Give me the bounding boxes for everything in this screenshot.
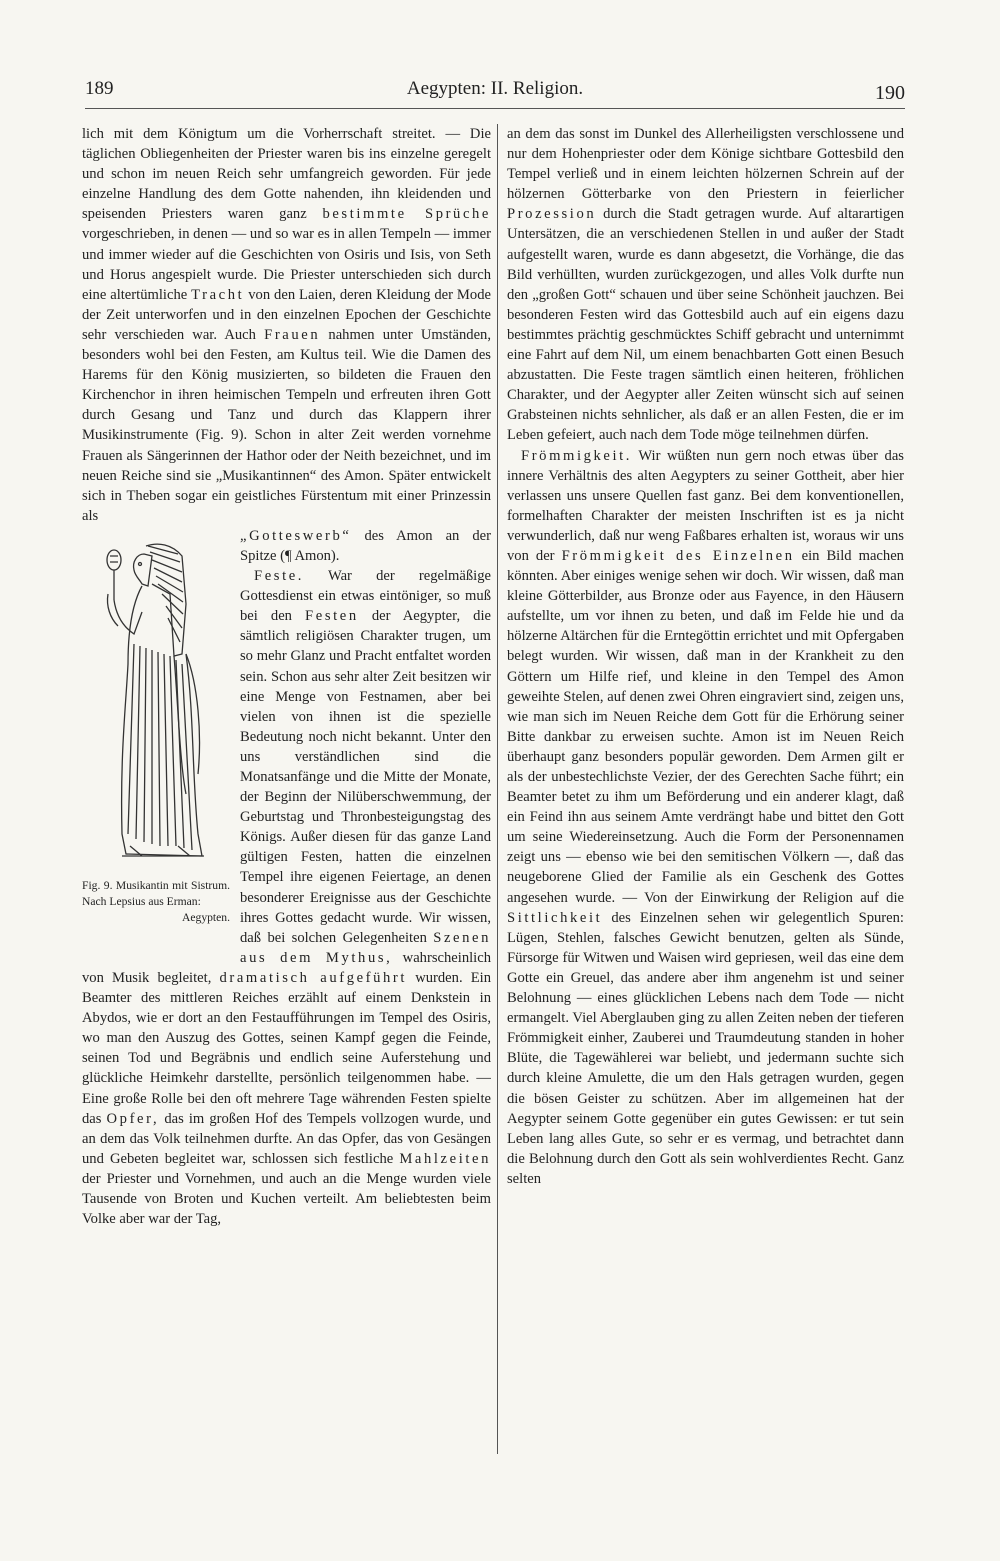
caption-text: Fig. 9. Musikantin mit Sistrum. Nach Lepsius aus Erman:	[82, 878, 230, 908]
page-number-left: 189	[85, 78, 114, 99]
spaced-emphasis: Szenen aus dem Mythus,	[240, 929, 491, 966]
running-title: Aegypten: II. Religion.	[406, 78, 584, 99]
header-rule	[85, 108, 905, 109]
spaced-emphasis: Mahlzeiten	[399, 1150, 491, 1167]
spaced-emphasis: Sittlichkeit	[507, 909, 603, 926]
spaced-emphasis: „Gotteswerb“	[240, 527, 352, 544]
musician-with-sistrum-illustration	[82, 534, 230, 872]
figure-caption	[82, 878, 230, 926]
text-run: wahrscheinlich von Musik begleitet,	[82, 949, 491, 986]
caption-source: Aegypten.	[182, 910, 230, 924]
text-run: das im großen Hof des Tempels vollzogen wurde, und an dem das Volk teilnehmen durfte. An das Opfer, das von Gesängen und Gebeten begleitet war, schlossen sich festliche	[82, 1110, 491, 1167]
text-run: des Amon an der Spitze (¶ Amon).	[240, 527, 491, 564]
text-run: War der regelmäßige Gottesdienst ein etwas eintöniger, so muß bei den	[240, 568, 491, 625]
spaced-emphasis: Tracht	[191, 286, 245, 303]
text-run: Wir wüßten nun gern noch etwas über das innere Verhältnis des alten Aegypters zu seiner Gottheit, aber hier verlassen uns unsere Quellen fast ganz. Bei dem konventionellen, formelhaften Charakter der meisten Inschriften ist es ja nicht verwunderlich, daß nur weng Faßbares erhalten ist, woraus wir uns von der	[507, 447, 904, 564]
text-run: wurden. Ein Beamter des mittleren Reiches erzählt auf einem Denkstein in Abydos, wie er dort an den Festaufführungen im Tempel des Osiris, wo man den Auszug des Gottes, seinen Kampf gegen die Feinde, seinen Tod und Begräbnis und endlich seine Auferstehung und glückliche Heimkehr darstellte, persönlich teilgenommen habe. — Eine große Rolle bei den oft mehrere Tage währenden Festen spielte das	[82, 969, 491, 1127]
text-run: durch die Stadt getragen wurde. Auf altarartigen Untersätzen, die an verschiedenen Stellen in und außer der Stadt aufgestellt waren, wurde es dann abgesetzt, die Vorhänge, die das Bild verhüllten, wurden zurückgezogen, und alles Volk durfte nun den „großen Gott“ schauen und über seine Schönheit jauchzen. Bei besonderen Festen wird das Gottesbild auch auf ein eigens dazu bestimmtes prächtig geschmücktes Schiff gebracht und unternimmt eine Fahrt auf dem Nil, um einem benachbarten Gott einen Besuch abzustatten. Die Feste tragen sämtlich einen heiteren, fröhlichen Charakter, und der Aegypter aller Zeiten wünscht sich auf seinen Grabsteinen nichts sehnlicher, als daß er an allen Festen, die er im Leben gefeiert, auch nach dem Tode möge teilnehmen dürfen.	[507, 206, 904, 444]
text-run: der Aegypter, die sämtlich religiösen Charakter trugen, um so mehr Glanz und Pracht entfaltet worden sein. Schon aus sehr alter Zeit besitzen wir eine Menge von Festnamen, aber bei vielen von ihnen ist die spezielle Bedeutung noch nicht bekannt. Unter den uns verständlichen sind die Monatsanfänge und die Mitte der Monate, der Beginn der Nilüberschwemmung, der Geburtstag und Thronbesteigungstag des Königs. Außer diesen für das ganze Land gültigen Festen, hatten die einzelnen Tempel ihre eigenen Feiertage, an denen besonderer Ereignisse aus der Geschichte ihres Gottes gedacht wurde. Wir wissen, daß bei solchen Gelegenheiten	[240, 608, 491, 946]
text-run: an dem das sonst im Dunkel des Allerheiligsten verschlossene und nur dem Hohenpriester oder dem Könige sichtbare Gottesbild den Tempel verließ und in einem leichten hölzernen Schrein auf der hölzernen Götterbarke von den Priestern in feierlicher	[507, 126, 904, 203]
right-paragraph-1	[507, 124, 904, 446]
text-run: des Einzelnen sehen wir gelegentlich Spuren: Lügen, Stehlen, falsches Gewicht benutzen, gelten als Sünde, Fürsorge für Witwen und Waisen wird gepriesen, weil das eine dem Gotte ein Greuel, das andere aber ihm angenehm ist und seiner Belohnung — eines glücklichen Lebens nach dem Tode — nicht ermangelt. Viel Aberglauben ging zu allen Zeiten neben der tieferen Frömmigkeit einher, Zauberei und Traumdeutung standen in hoher Blüte, die Tagewählerei war beliebt, und jedermann suchte sich durch kleine Amulette, die um den Hals getragen wurden, gegen die bösen Geister zu schützen. Aber im allgemeinen hat der Aegypter seinem Gotte gegenüber ein gutes Gewissen: er tut sein Leben lang alles Gute, so sehr er es vermag, und betrachtet dann die Belohnung durch den Gott als sein wohlverdientes Recht. Ganz selten	[507, 909, 904, 1187]
right-paragraph-2	[507, 446, 904, 1189]
spaced-emphasis: bestimmte Sprüche	[322, 206, 491, 223]
page-number-right: 190	[875, 82, 905, 104]
section-heading-feste: Feste.	[254, 568, 305, 585]
figure-9	[82, 534, 230, 962]
text-run: von den Laien, deren Kleidung der Mode der Zeit unterworfen und in den einzelnen Epochen der Geschichte sehr verschieden war. Auch	[82, 286, 491, 343]
spaced-emphasis: Opfer,	[106, 1110, 160, 1127]
text-run: lich mit dem Königtum um die Vorherrschaft streitet. — Die täglichen Obliegenheiten der Priester waren bis ins einzelne geregelt und schon im neuen Reich sehr umfangreich geworden. Für jede einzelne Handlung des dem Gotte nahenden, ihn kleidenden und speisenden Priesters waren ganz	[82, 126, 491, 223]
spaced-emphasis: Festen	[305, 608, 359, 625]
running-header	[85, 78, 905, 108]
text-run: der Priester und Vornehmen, und auch an die Menge wurden viele Tausende von Broten und Kuchen verteilt. Am beliebtesten beim Volke aber war der Tag,	[82, 1170, 491, 1228]
spaced-emphasis: Prozession	[507, 206, 597, 223]
text-run: ein Bild machen könnten. Aber einiges wenige sehen wir doch. Wir wissen, daß man kleine Götterbilder, aus Bronze oder aus Fayence, in den Häusern aufstellte, um vor ihnen zu beten, und daß im Felde hie und da hölzerne Altärchen für die Erntegöttin errichtet und mit Opfergaben belegt wurden. Wir wissen, daß man in der Krankheit zu den Göttern um Hilfe rief, und kleine in den Tempel des Amon geweihte Stelen, auf denen zwei Ohren eingraviert sind, zeigen uns, wie man sich im Neuen Reiche dem Gott für die Erhörung seiner Bitte dankbar zu erweisen suchte. Amon ist im Neuen Reich überhaupt ganz besonders populär geworden. Dem Armen gilt er als der unbestechlichste Vezier, der des Gerechten Sache führt; ein Beamter betet zu ihm um Beförderung und ein anderer klagt, daß ein Feind ihn aus seinem Amte verdrängt habe und bittet den Gott um seine Wiedereinsetzung. Auch die Form der Personennamen zeigt uns — ebenso wie bei den semitischen Völkern —, daß das neugeborene Glied der Familie als ein Geschenk des Gottes angesehen wurde. — Von der Einwirkung der Religion auf die	[507, 547, 904, 906]
text-run: vorgeschrieben, in denen — und so war es in allen Tempeln — immer und immer wieder auf die Geschichten von Osiris und Isis, von Seth und Horus angespielt wurde. Die Priester unterschieden sich durch eine altertümliche	[82, 226, 491, 303]
spaced-emphasis: Frauen	[264, 326, 321, 343]
left-column	[82, 124, 491, 1454]
spaced-emphasis: dramatisch aufgeführt	[219, 969, 408, 986]
right-column	[507, 124, 904, 1454]
section-heading-froemmigkeit: Frömmigkeit.	[521, 447, 633, 464]
left-paragraph-1	[82, 124, 491, 526]
text-run: nahmen unter Umständen, besonders wohl bei den Festen, am Kultus teil. Wie die Damen des Harems für den König musizierten, so bildeten die Frauen den Kirchenchor in ihren heimischen Tempeln und erfreuten ihren Gott durch Gesang und Tanz und durch das Klappern ihrer Musikinstrumente (Fig. 9). Schon in alter Zeit werden vornehme Frauen als Sängerinnen der Hathor oder der Neith bezeichnet, und im neuen Reiche sind sie „Musikantinnen“ des Amon. Später entwickelt sich in Theben sogar ein geistliches Fürstentum mit einer Prinzessin als	[82, 326, 491, 524]
column-divider	[497, 124, 498, 1454]
spaced-emphasis: Frömmigkeit des Einzelnen	[561, 547, 795, 564]
